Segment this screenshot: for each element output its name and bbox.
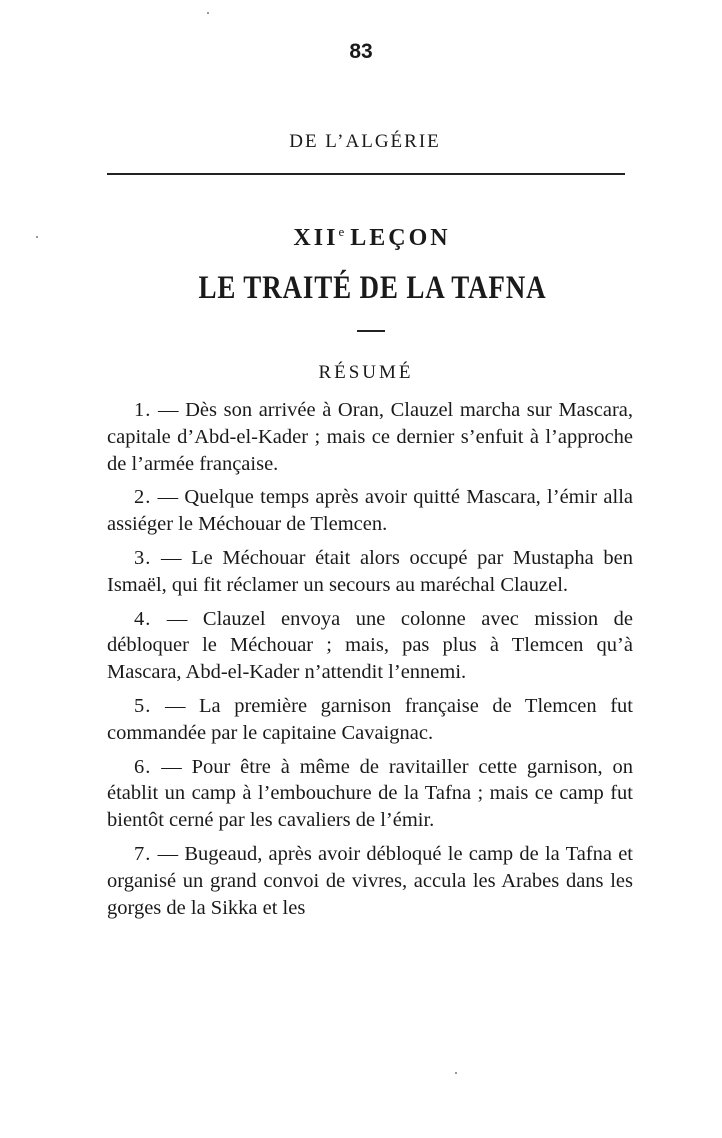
paper-speck bbox=[207, 12, 209, 14]
lesson-number: XII bbox=[293, 225, 339, 251]
item-number: 4. bbox=[134, 607, 152, 630]
page-number: 83 bbox=[349, 40, 373, 63]
summary-item bbox=[107, 397, 633, 477]
item-text: — Clauzel envoya une colonne avec mission de débloquer le Méchouar ; mais, pas plus à Tlemcen qu’à Mascara, Abd-el-Kader n’attendit l’ennemi. bbox=[107, 607, 633, 684]
summary-item bbox=[107, 841, 633, 921]
summary-item bbox=[107, 693, 633, 747]
header-rule bbox=[107, 173, 625, 175]
lesson-heading bbox=[0, 224, 722, 252]
item-text: — Le Méchouar était alors occupé par Mustapha ben Ismaël, qui fit réclamer un secours au maréchal Clauzel. bbox=[107, 546, 633, 596]
title-divider bbox=[357, 330, 385, 332]
paper-speck bbox=[455, 1072, 457, 1074]
summary-list bbox=[107, 397, 633, 928]
section-heading: RÉSUMÉ bbox=[318, 362, 414, 383]
item-text: — Quelque temps après avoir quitté Mascara, l’émir alla assiéger le Méchouar de Tlemcen. bbox=[107, 486, 633, 536]
summary-item bbox=[107, 545, 633, 599]
item-text: — La première garnison française de Tlemcen fut commandée par le capitaine Cavaignac. bbox=[107, 694, 633, 744]
summary-item bbox=[107, 484, 633, 538]
item-number: 6. bbox=[134, 755, 152, 778]
lesson-word: LEÇON bbox=[350, 225, 451, 251]
summary-item bbox=[107, 606, 633, 686]
summary-item bbox=[107, 754, 633, 834]
item-text: — Dès son arrivée à Oran, Clauzel marcha sur Mascara, capitale d’Abd-el-Kader ; mais ce dernier s’enfuit à l’approche de l’armée française. bbox=[107, 399, 634, 475]
item-text: — Pour être à même de ravitailler cette garnison, on établit un camp à l’embouchure de la Tafna ; mais ce camp fut bientôt cerné par les cavaliers de l’émir. bbox=[107, 755, 634, 832]
paper-speck bbox=[36, 236, 38, 238]
item-number: 3. bbox=[134, 546, 152, 569]
lesson-ordinal-suffix: e bbox=[338, 224, 345, 239]
running-head: DE L’ALGÉRIE bbox=[289, 131, 441, 152]
item-number: 7. bbox=[134, 842, 152, 865]
chapter-title: LE TRAITÉ DE LA TAFNA bbox=[198, 270, 547, 306]
item-text: — Bugeaud, après avoir débloqué le camp de la Tafna et organisé un grand convoi de vivres, accula les Arabes dans les gorges de la Sikka et les bbox=[107, 842, 634, 919]
item-number: 2. bbox=[134, 486, 152, 509]
item-number: 1. bbox=[134, 399, 152, 421]
item-number: 5. bbox=[134, 694, 152, 717]
